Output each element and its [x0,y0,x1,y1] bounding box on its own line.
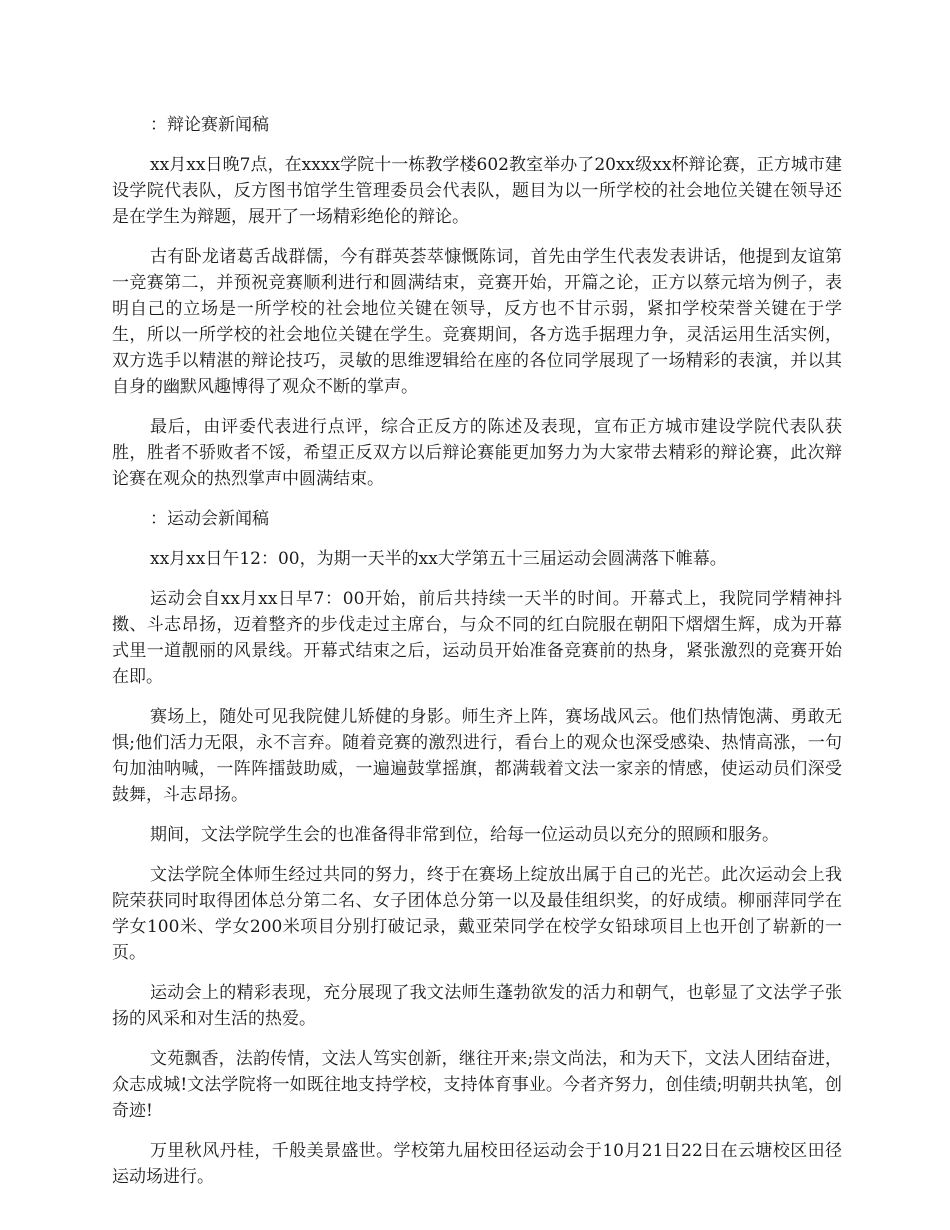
paragraph-debate-result: 最后，由评委代表进行点评，综合正反方的陈述及表现，宣布正方城市建设学院代表队获胜，胜者不骄败者不馁，希望正反双方以后辩论赛能更加努力为大家带去精彩的辩论赛，此次辩论赛在观众的热烈掌声中圆满结束。 [112,417,842,489]
heading-sports-meet: ：运动会新闻稿 [150,509,269,529]
paragraph-sports-opening: 运动会自xx月xx日早7：00开始，前后共持续一天半的时间。开幕式上，我院同学精神抖擞、斗志昂扬，迈着整齐的步伐走过主席台，与众不同的红白院服在朝阳下熠熠生辉，成为开幕式里一道靓丽的风景线。开幕式结束之后，运动员开始准备竞赛前的热身，紧张激烈的竞赛开始在即。 [112,589,842,687]
paragraph-sports-spirit: 运动会上的精彩表现，充分展现了我文法师生蓬勃欲发的活力和朝气，也彰显了文法学子张扬的风采和对生活的热爱。 [112,983,842,1029]
heading-debate: ：辩论赛新闻稿 [150,115,269,135]
paragraph-sports-motto: 文苑飘香，法韵传情，文法人笃实创新，继往开来;崇文尚法，和为天下，文法人团结奋进，众志成城!文法学院将一如既往地支持学校，支持体育事业。今者齐努力，创佳绩;明朝共执笔，创奇迹! [112,1049,842,1121]
paragraph-sports-service: 期间，文法学院学生会的也准备得非常到位，给每一位运动员以充分的照顾和服务。 [150,825,779,845]
paragraph-debate-intro: xx月xx日晚7点，在xxxx学院十一栋教学楼602教室举办了20xx级xx杯辩论赛，正方城市建设学院代表队，反方图书馆学生管理委员会代表队，题目为以一所学校的社会地位关键在领导还是在学生为辩题，展开了一场精彩绝伦的辩论。 [112,155,842,227]
paragraph-track-meet: 万里秋风丹桂，千般美景盛世。学校第九届校田径运动会于10月21日22日在云塘校区田径运动场进行。 [112,1141,842,1187]
paragraph-debate-process: 古有卧龙诸葛舌战群儒，今有群英荟萃慷慨陈词，首先由学生代表发表讲话，他提到友谊第一竞赛第二，并预祝竞赛顺利进行和圆满结束，竞赛开始，开篇之论，正方以蔡元培为例子，表明自己的立场是一所学校的社会地位关键在领导，反方也不甘示弱，紧扣学校荣誉关键在于学生，所以一所学校的社会地位关键在学生。竞赛期间，各方选手据理力争，灵活运用生活实例，双方选手以精湛的辩论技巧，灵敏的思维逻辑给在座的各位同学展现了一场精彩的表演，并以其自身的幽默风趣博得了观众不断的掌声。 [112,247,842,397]
paragraph-sports-field: 赛场上，随处可见我院健儿矫健的身影。师生齐上阵，赛场战风云。他们热情饱满、勇敢无惧;他们活力无限，永不言弃。随着竞赛的激烈进行，看台上的观众也深受感染、热情高涨，一句句加油呐喊，一阵阵擂鼓助威，一遍遍鼓掌摇旗，都满载着文法一家亲的情感，使运动员们深受鼓舞，斗志昂扬。 [112,707,842,805]
paragraph-sports-close: xx月xx日午12：00，为期一天半的xx大学第五十三届运动会圆满落下帷幕。 [150,549,727,569]
paragraph-sports-achievements: 文法学院全体师生经过共同的努力，终于在赛场上绽放出属于自己的光芒。此次运动会上我院荣获同时取得团体总分第二名、女子团体总分第一以及最佳组织奖，的好成绩。柳丽萍同学在学女100米、学女200米项目分别打破记录，戴亚荣同学在校学女铅球项目上也开创了崭新的一页。 [112,865,842,963]
